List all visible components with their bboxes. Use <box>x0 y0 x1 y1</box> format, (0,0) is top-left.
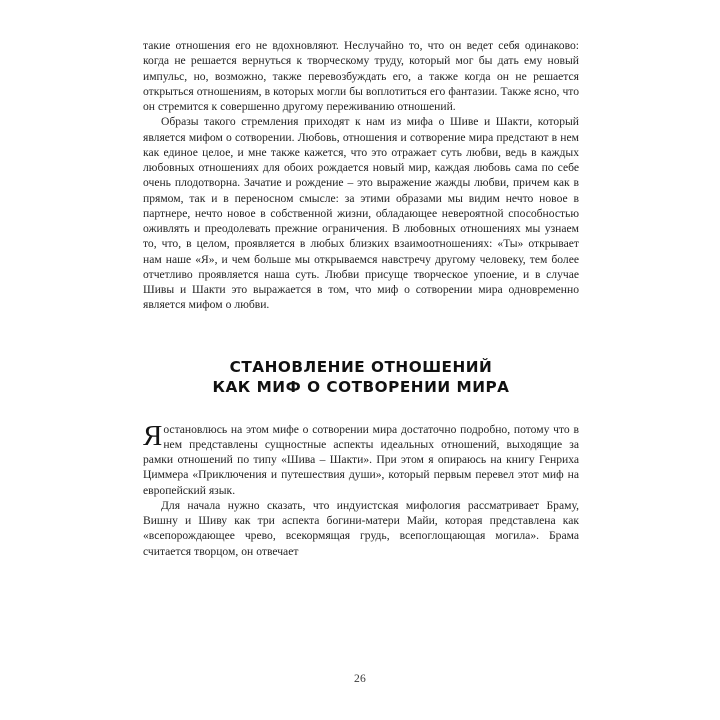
drop-cap-letter: Я <box>143 419 163 452</box>
paragraph-continued: такие отношения его не вдохновляют. Неслучайно то, что он ведет себя одинаково: когда не решается вернуться к творческому труду, который мог бы дать ему новый импульс, но, возможно, также перевозбуждать его, а также когда он не решается открыться отношениям, в которых могли бы воплотиться его фантазии. Также ясно, что он стремится к совершенно другому переживанию отношений. <box>143 39 579 113</box>
page-number: 26 <box>353 672 367 685</box>
heading-spacer-below <box>143 398 579 422</box>
paragraph-hindu-mythology: Для начала нужно сказать, что индуистская мифология рассматривает Браму, Вишну и Шиву как три аспекта богини-матери Майи, которая представлена как «всепорождающее чрево, всекормящая грудь, всепоглощающая могила». Брама считается творцом, он отвечает <box>143 498 579 558</box>
chapter-heading-line-2: КАК МИФ О СОТВОРЕНИИ МИРА <box>212 378 510 396</box>
heading-spacer-above <box>143 313 579 357</box>
text-column <box>143 38 579 559</box>
dropcap-paragraph-text: остановлюсь на этом мифе о сотворении мира достаточно подробно, потому что в нем представлены сущностные аспекты идеальных отношений, выходящие за рамки отношений по типу «Шива – Шакти». При этом я опираюсь на книгу Генриха Циммера «Приключения и путешествия души», который первым перевел этот миф на европейский язык. <box>143 422 579 497</box>
paragraph-shiva-shakti: Образы такого стремления приходят к нам из мифа о Шиве и Шакти, который является мифом о сотворении. Любовь, отношения и сотворение мира предстают в нем как единое целое, и мне также кажется, что это отражает суть любви, ведь в каждых любовных отношениях для обоих рождается новый мир, каждая любовь сама по себе очень плодотворна. Зачатие и рождение – это выражение жажды любви, причем как в прямом, так и в переносном смысле: за этими образами мы видим нечто новое в партнере, нечто новое в собственной жизни, обладающее невероятной способностью оживлять и преодолевать прежние ограничения. В любовных отношениях мы узнаем то, что, в целом, проявляется в любых близких взаимоотношениях: «Ты» открывает нам наше «Я», и чем больше мы открываемся навстречу другому человеку, тем более отчетливо проявляется наша суть. Любви присуще творческое упоение, и в случае Шивы и Шакти это выражается в том, что миф о сотворении мира одновременно является мифом о любви. <box>143 115 579 312</box>
paragraph-with-dropcap <box>143 419 579 498</box>
chapter-heading <box>145 357 577 398</box>
chapter-heading-line-1: СТАНОВЛЕНИЕ ОТНОШЕНИЙ <box>229 357 493 376</box>
